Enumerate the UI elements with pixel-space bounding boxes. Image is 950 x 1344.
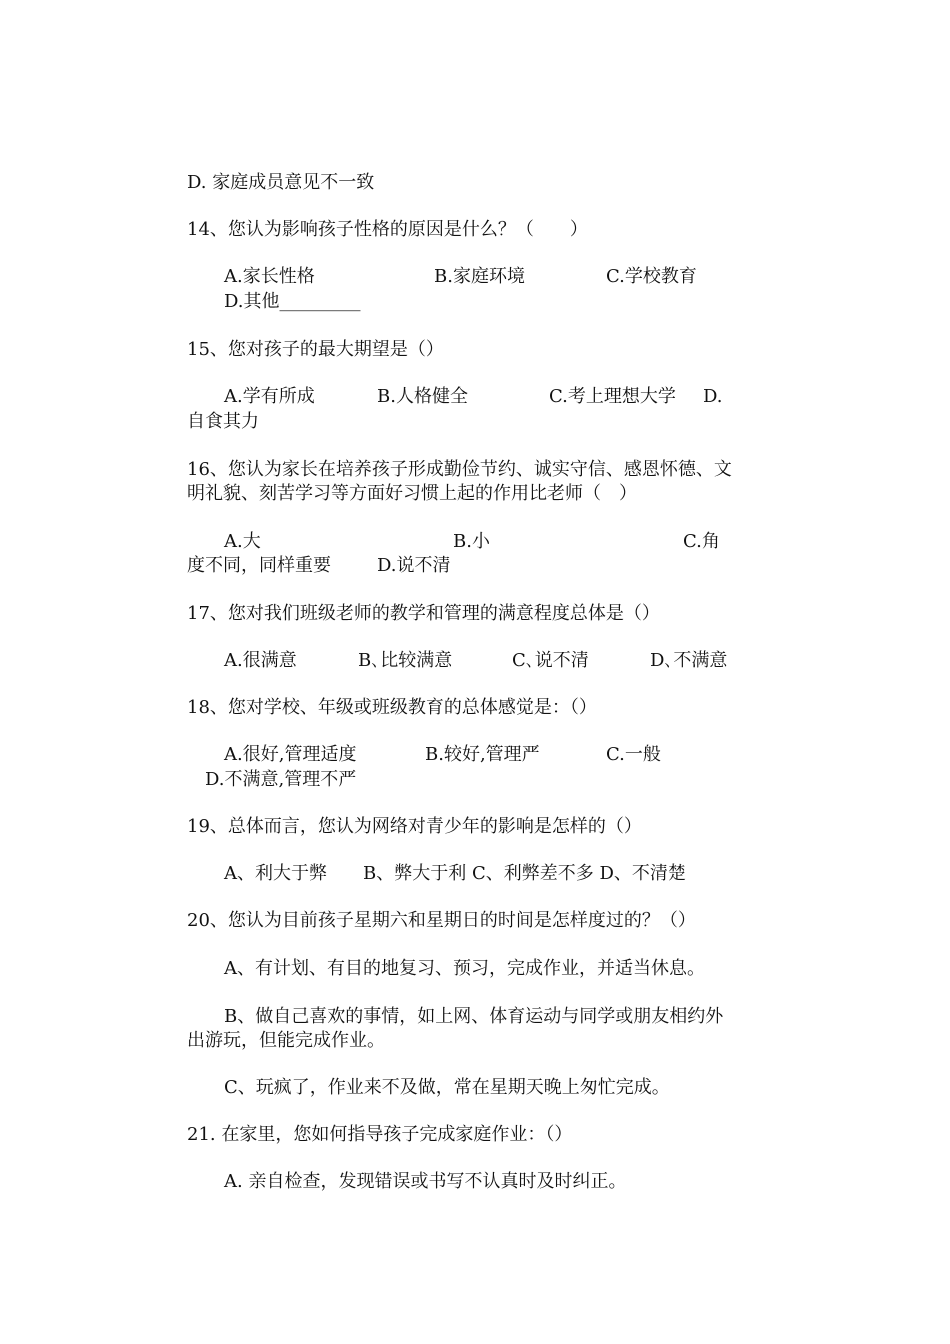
q17-option-c: C､说不清 (512, 650, 589, 671)
q18-question: 18、您对学校、年级或班级教育的总体感觉是：（） (187, 697, 597, 718)
q16-option-d: D.说不清 (377, 555, 451, 576)
q19-options: A、利大于弊 B、弊大于利 C、利弊差不多 D、不清楚 (224, 863, 686, 884)
q18-option-c: C.一般 (606, 744, 661, 765)
q15-option-d-text: 自食其力 (187, 411, 259, 432)
q15-question: 15、您对孩子的最大期望是（） (187, 339, 444, 360)
q14-question: 14、您认为影响孩子性格的原因是什么？（ ） (187, 219, 588, 240)
q21-question: 21. 在家里，您如何指导孩子完成家庭作业：（） (187, 1124, 573, 1145)
q16-question-line1: 16、您认为家长在培养孩子形成勤俭节约、诚实守信、感恩怀德、文 (187, 459, 732, 480)
q14-option-a: A.家长性格 (224, 266, 315, 287)
q20-option-b-line1: B、做自己喜欢的事情，如上网、体育运动与同学或朋友相约外 (224, 1006, 724, 1027)
q19-question: 19、总体而言，您认为网络对青少年的影响是怎样的（） (187, 816, 642, 837)
q14-option-b: B.家庭环境 (434, 266, 525, 287)
q16-question-line2: 明礼貌、刻苦学习等方面好习惯上起的作用比老师（ ） (187, 483, 637, 504)
q15-option-c: C.考上理想大学 (549, 386, 676, 407)
q18-option-b: B.较好,管理严 (425, 744, 540, 765)
q17-option-b: B､比较满意 (358, 650, 453, 671)
q20-option-a: A、有计划、有目的地复习、预习，完成作业，并适当休息。 (224, 958, 705, 979)
q14-option-c: C.学校教育 (606, 266, 697, 287)
q16-option-c-end: 度不同，同样重要 (187, 555, 331, 576)
q18-option-a: A.很好,管理适度 (224, 744, 357, 765)
q18-option-d: D.不满意,管理不严 (205, 769, 357, 790)
q17-option-a: A.很满意 (224, 650, 297, 671)
q16-option-c-start: C.角 (683, 531, 720, 552)
q17-question: 17、您对我们班级老师的教学和管理的满意程度总体是（） (187, 603, 660, 624)
q17-option-d: D､不满意 (650, 650, 728, 671)
q16-option-b: B.小 (453, 531, 490, 552)
q13-option-d: D. 家庭成员意见不一致 (187, 172, 375, 193)
q14-option-d: D.其他_________ (224, 291, 361, 312)
q15-option-b: B.人格健全 (377, 386, 468, 407)
q15-option-a: A.学有所成 (224, 386, 315, 407)
q16-option-a: A.大 (224, 531, 261, 552)
q20-question: 20、您认为目前孩子星期六和星期日的时间是怎样度过的？（） (187, 910, 696, 931)
q20-option-c: C、玩疯了，作业来不及做，常在星期天晚上匆忙完成。 (224, 1077, 670, 1098)
q21-option-a: A. 亲自检查，发现错误或书写不认真时及时纠正。 (224, 1171, 627, 1192)
q15-option-d-label: D. (703, 386, 723, 407)
q20-option-b-line2: 出游玩，但能完成作业。 (187, 1030, 385, 1051)
